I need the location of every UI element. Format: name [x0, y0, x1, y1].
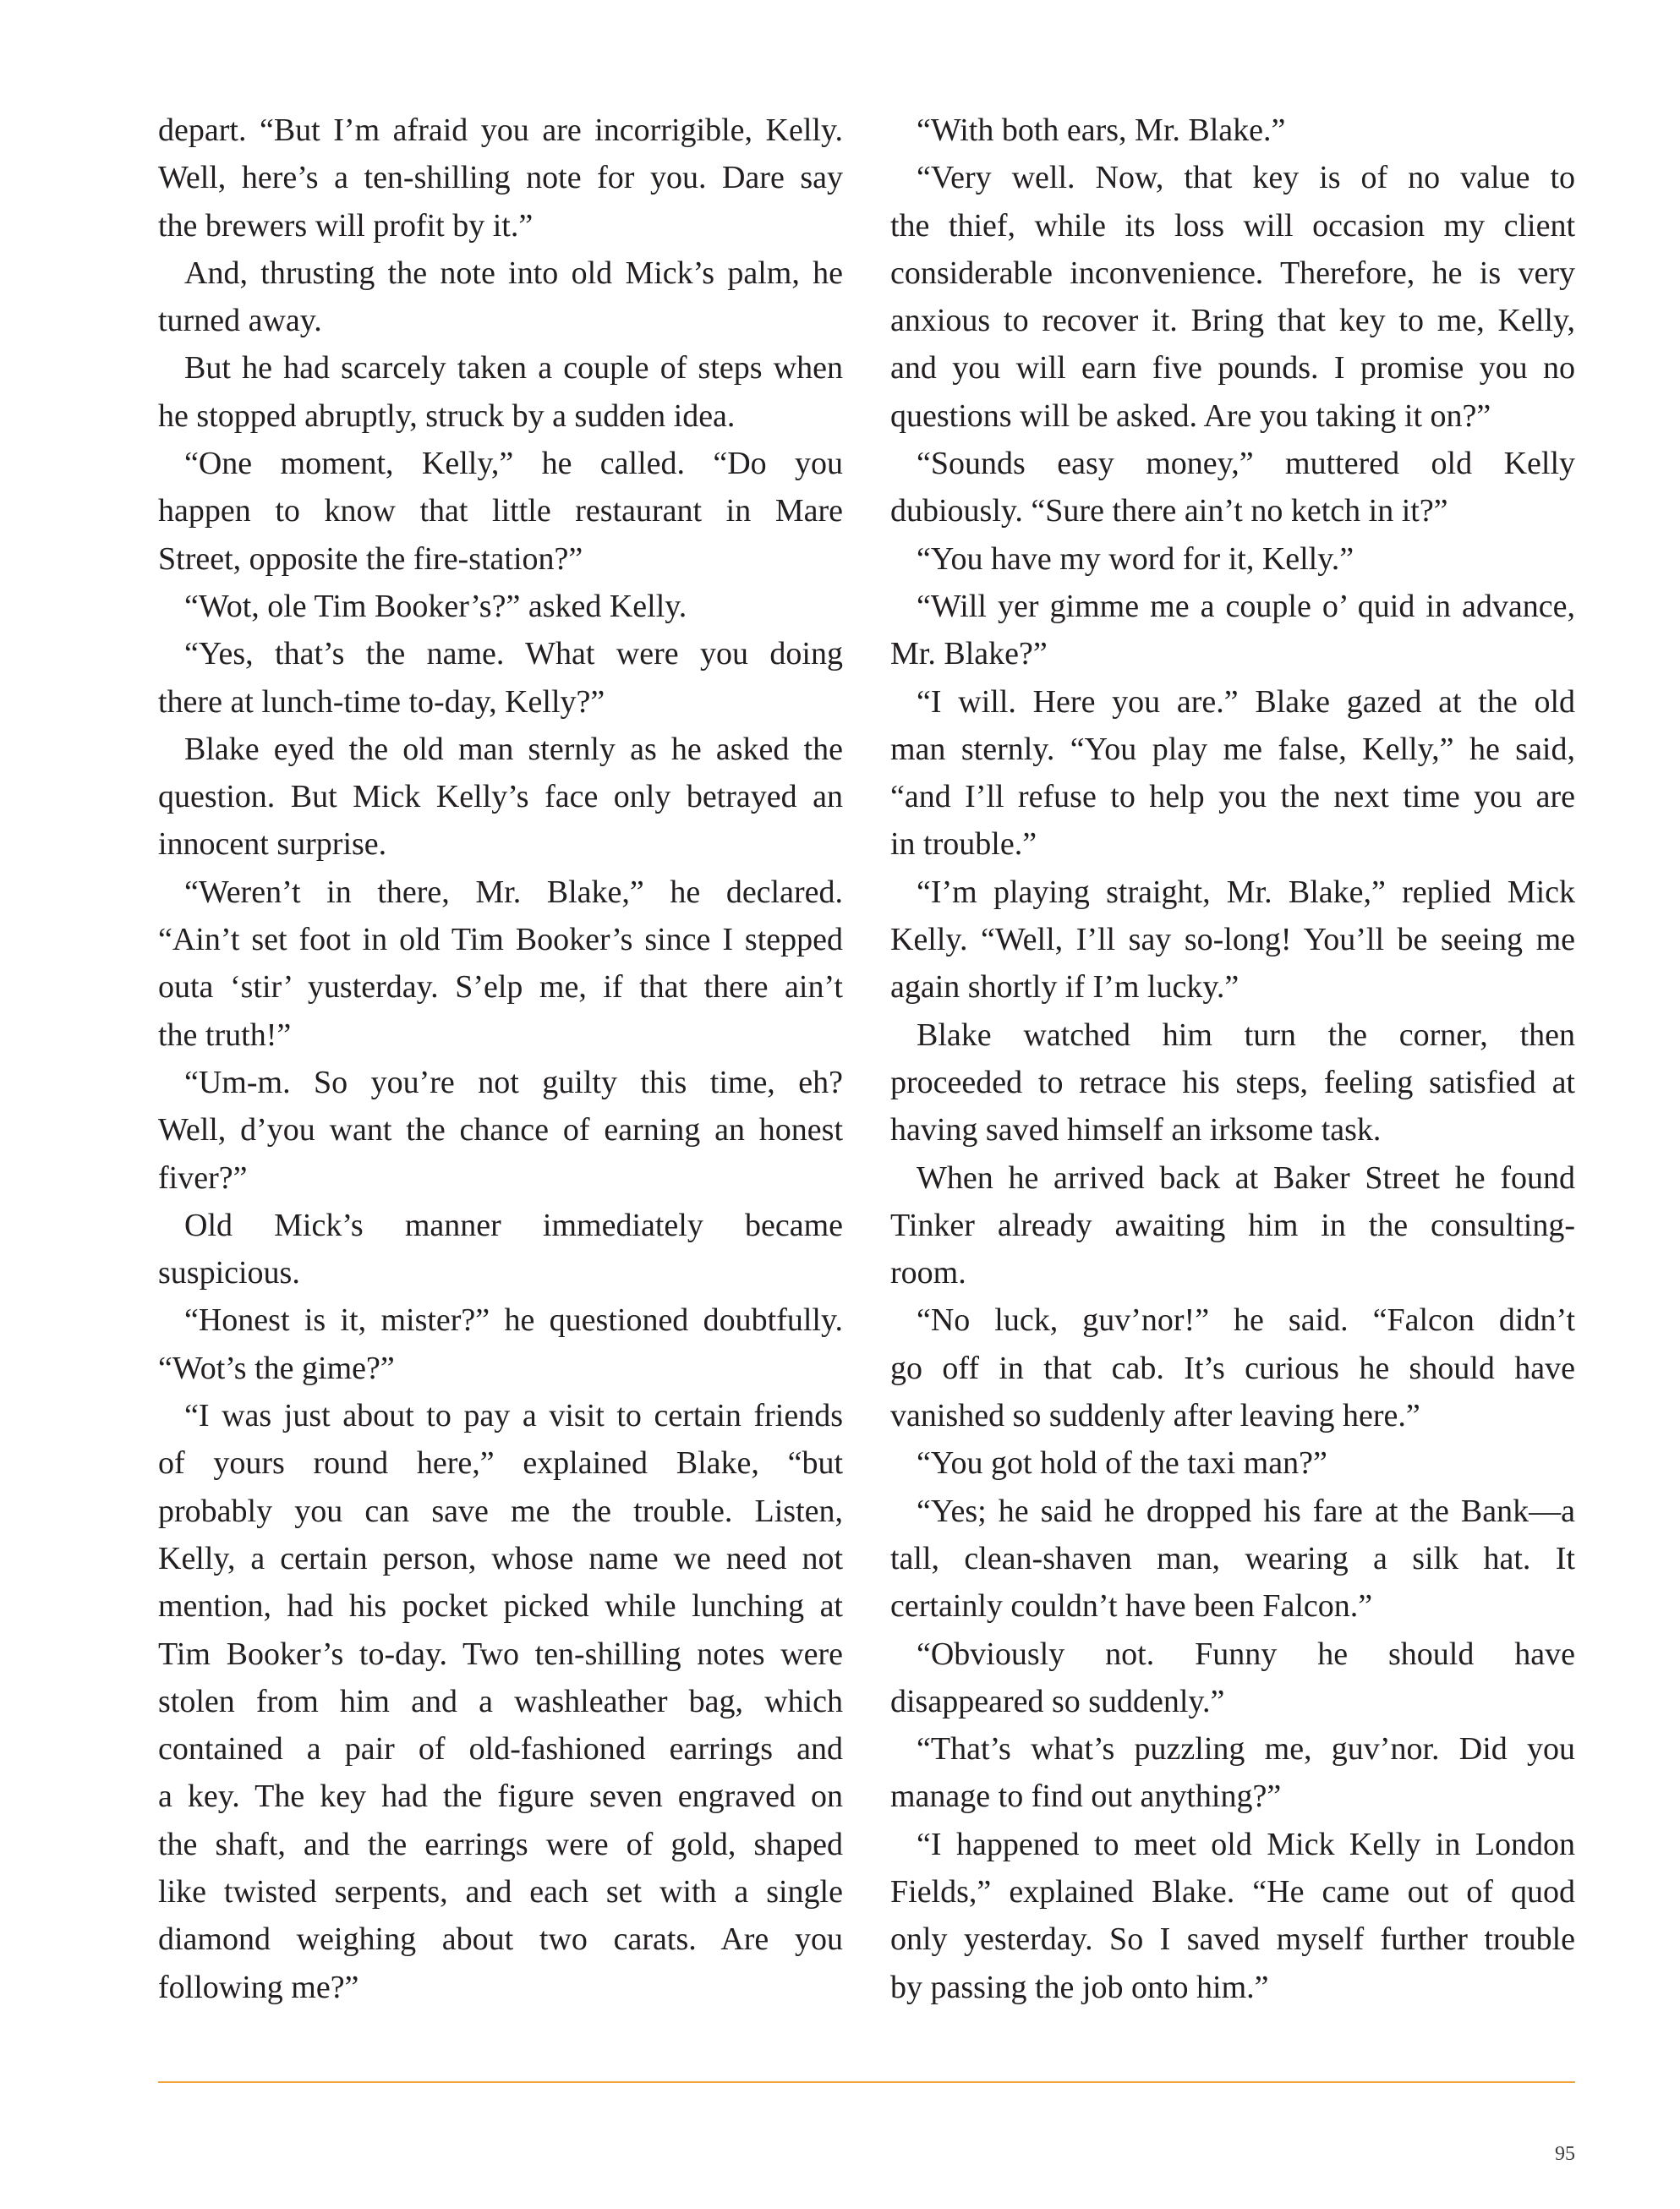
text-line: suspicious. [158, 1255, 300, 1291]
text-line: “You got hold of the taxi man?” [917, 1445, 1327, 1482]
paragraph [158, 1059, 843, 1202]
paragraph [890, 535, 1575, 583]
text-line: anxious to recover it. Bring that key to me, Kelly, [890, 303, 1575, 339]
paragraph [158, 249, 843, 345]
paragraph [890, 154, 1575, 440]
text-line: mention, had his pocket picked while lunching at [158, 1588, 843, 1625]
text-line: When he arrived back at Baker Street he found [917, 1159, 1575, 1196]
text-line: “I was just about to pay a visit to certain friends [184, 1398, 843, 1434]
text-line: the thief, while its loss will occasion my client [890, 207, 1575, 244]
text-line: “Ain’t set foot in old Tim Booker’s since I stepped [158, 922, 843, 958]
text-line: he stopped abruptly, struck by a sudden idea. [158, 397, 736, 434]
text-line: room. [890, 1255, 966, 1291]
text-line: question. But Mick Kelly’s face only betrayed an [158, 779, 843, 815]
text-line: proceeded to retrace his steps, feeling satisfied at [890, 1064, 1575, 1100]
left-column [158, 107, 843, 2011]
text-line: Fields,” explained Blake. “He came out of quod [890, 1873, 1575, 1910]
text-line: fiver?” [158, 1159, 248, 1196]
paragraph [890, 869, 1575, 1011]
text-line: Kelly, a certain person, whose name we need not [158, 1540, 843, 1576]
paragraph [158, 107, 843, 249]
text-line: “One moment, Kelly,” he called. “Do you [184, 446, 843, 482]
text-line: Kelly. “Well, I’ll say so-long! You’ll be seeing me [890, 922, 1575, 958]
text-line: “That’s what’s puzzling me, guv’nor. Did you [917, 1731, 1575, 1768]
text-line: questions will be asked. Are you taking it on?” [890, 397, 1491, 434]
text-line: Street, opposite the fire-station?” [158, 540, 583, 577]
right-column [890, 107, 1575, 2011]
text-line: the brewers will profit by it.” [158, 207, 534, 244]
paragraph [158, 726, 843, 869]
text-line: “Obviously not. Funny he should have [917, 1636, 1575, 1672]
paragraph [158, 1392, 843, 2011]
page-number: 95 [1555, 2143, 1575, 2165]
text-line: Mr. Blake?” [890, 636, 1048, 672]
paragraph [158, 583, 843, 630]
text-line: by passing the job onto him.” [890, 1969, 1269, 2005]
paragraph [158, 1296, 843, 1392]
text-line: vanished so suddenly after leaving here.” [890, 1398, 1420, 1434]
text-line: “No luck, guv’nor!” he said. “Falcon didn’t [917, 1302, 1575, 1339]
paragraph [890, 1631, 1575, 1726]
text-line: turned away. [158, 303, 322, 339]
text-line: Old Mick’s manner immediately became [184, 1207, 843, 1243]
text-line: like twisted serpents, and each set with a single [158, 1873, 843, 1910]
text-line: “I’m playing straight, Mr. Blake,” replied Mick [917, 874, 1575, 910]
paragraph [890, 107, 1575, 154]
text-line: Blake watched him turn the corner, then [917, 1017, 1575, 1053]
paragraph [890, 1296, 1575, 1439]
text-line: “Wot’s the gime?” [158, 1350, 395, 1386]
text-line: go off in that cab. It’s curious he should have [890, 1350, 1575, 1386]
text-line: “Honest is it, mister?” he questioned doubtfully. [184, 1302, 843, 1339]
paragraph [890, 1439, 1575, 1487]
paragraph [890, 1488, 1575, 1631]
text-line: only yesterday. So I saved myself further trouble [890, 1921, 1575, 1958]
text-line: Blake eyed the old man sternly as he asked the [184, 731, 843, 767]
text-line: in trouble.” [890, 826, 1037, 863]
text-line: “Um-m. So you’re not guilty this time, eh? [184, 1064, 843, 1100]
text-line: Tinker already awaiting him in the consulting- [890, 1207, 1575, 1243]
text-line: “Sounds easy money,” muttered old Kelly [917, 446, 1575, 482]
paragraph [158, 1202, 843, 1297]
text-line: “I will. Here you are.” Blake gazed at the old [917, 683, 1575, 720]
text-line: But he had scarcely taken a couple of steps when [184, 350, 843, 386]
text-line: “I happened to meet old Mick Kelly in London [917, 1826, 1575, 1862]
text-line: Well, d’you want the chance of earning an honest [158, 1112, 843, 1148]
text-line: dubiously. “Sure there ain’t no ketch in it?” [890, 493, 1448, 529]
text-line: following me?” [158, 1969, 359, 2005]
text-line: outa ‘stir’ yusterday. S’elp me, if that there ain’t [158, 969, 843, 1006]
text-line: there at lunch-time to-day, Kelly?” [158, 683, 605, 720]
text-line: happen to know that little restaurant in Mare [158, 493, 843, 529]
paragraph [890, 1821, 1575, 2011]
paragraph [890, 440, 1575, 535]
paragraph [158, 440, 843, 583]
text-line: tall, clean-shaven man, wearing a silk hat. It [890, 1540, 1575, 1576]
text-line: “Wot, ole Tim Booker’s?” asked Kelly. [184, 588, 687, 624]
text-line: having saved himself an irksome task. [890, 1112, 1382, 1148]
text-line: “You have my word for it, Kelly.” [917, 540, 1354, 577]
text-line: “Weren’t in there, Mr. Blake,” he declared. [184, 874, 843, 910]
text-line: manage to find out anything?” [890, 1779, 1282, 1815]
text-line: Tim Booker’s to-day. Two ten-shilling notes were [158, 1636, 843, 1672]
paragraph [890, 1154, 1575, 1297]
text-line: “Will yer gimme me a couple o’ quid in advance, [917, 588, 1575, 624]
text-line: contained a pair of old-fashioned earrings and [158, 1731, 843, 1768]
paragraph [158, 869, 843, 1059]
text-line: And, thrusting the note into old Mick’s palm, he [184, 255, 843, 291]
text-line: “Very well. Now, that key is of no value to [917, 160, 1575, 196]
paragraph [158, 630, 843, 726]
text-line: “Yes, that’s the name. What were you doing [184, 636, 843, 672]
paragraph [158, 344, 843, 440]
text-line: “With both ears, Mr. Blake.” [917, 112, 1286, 148]
text-line: depart. “But I’m afraid you are incorrigible, Kelly. [158, 112, 843, 148]
text-line: and you will earn five pounds. I promise you no [890, 350, 1575, 386]
text-line: disappeared so suddenly.” [890, 1683, 1225, 1719]
text-line: a key. The key had the figure seven engraved on [158, 1779, 843, 1815]
paragraph [890, 1725, 1575, 1821]
footer-rule [158, 2081, 1575, 2083]
text-line: considerable inconvenience. Therefore, he is very [890, 255, 1575, 291]
text-line: of yours round here,” explained Blake, “but [158, 1445, 843, 1482]
text-line: “and I’ll refuse to help you the next time you are [890, 779, 1575, 815]
text-line: man sternly. “You play me false, Kelly,” he said, [890, 731, 1575, 767]
text-line: innocent surprise. [158, 826, 387, 863]
text-line: Well, here’s a ten-shilling note for you. Dare say [158, 160, 843, 196]
text-line: the truth!” [158, 1017, 292, 1053]
paragraph [890, 678, 1575, 869]
paragraph [890, 1011, 1575, 1154]
text-line: stolen from him and a washleather bag, which [158, 1683, 843, 1719]
text-line: the shaft, and the earrings were of gold, shaped [158, 1826, 843, 1862]
text-line: certainly couldn’t have been Falcon.” [890, 1588, 1373, 1625]
text-line: probably you can save me the trouble. Listen, [158, 1493, 843, 1529]
paragraph [890, 583, 1575, 678]
text-line: “Yes; he said he dropped his fare at the Bank—a [917, 1493, 1575, 1529]
text-line: again shortly if I’m lucky.” [890, 969, 1239, 1006]
text-line: diamond weighing about two carats. Are you [158, 1921, 843, 1958]
